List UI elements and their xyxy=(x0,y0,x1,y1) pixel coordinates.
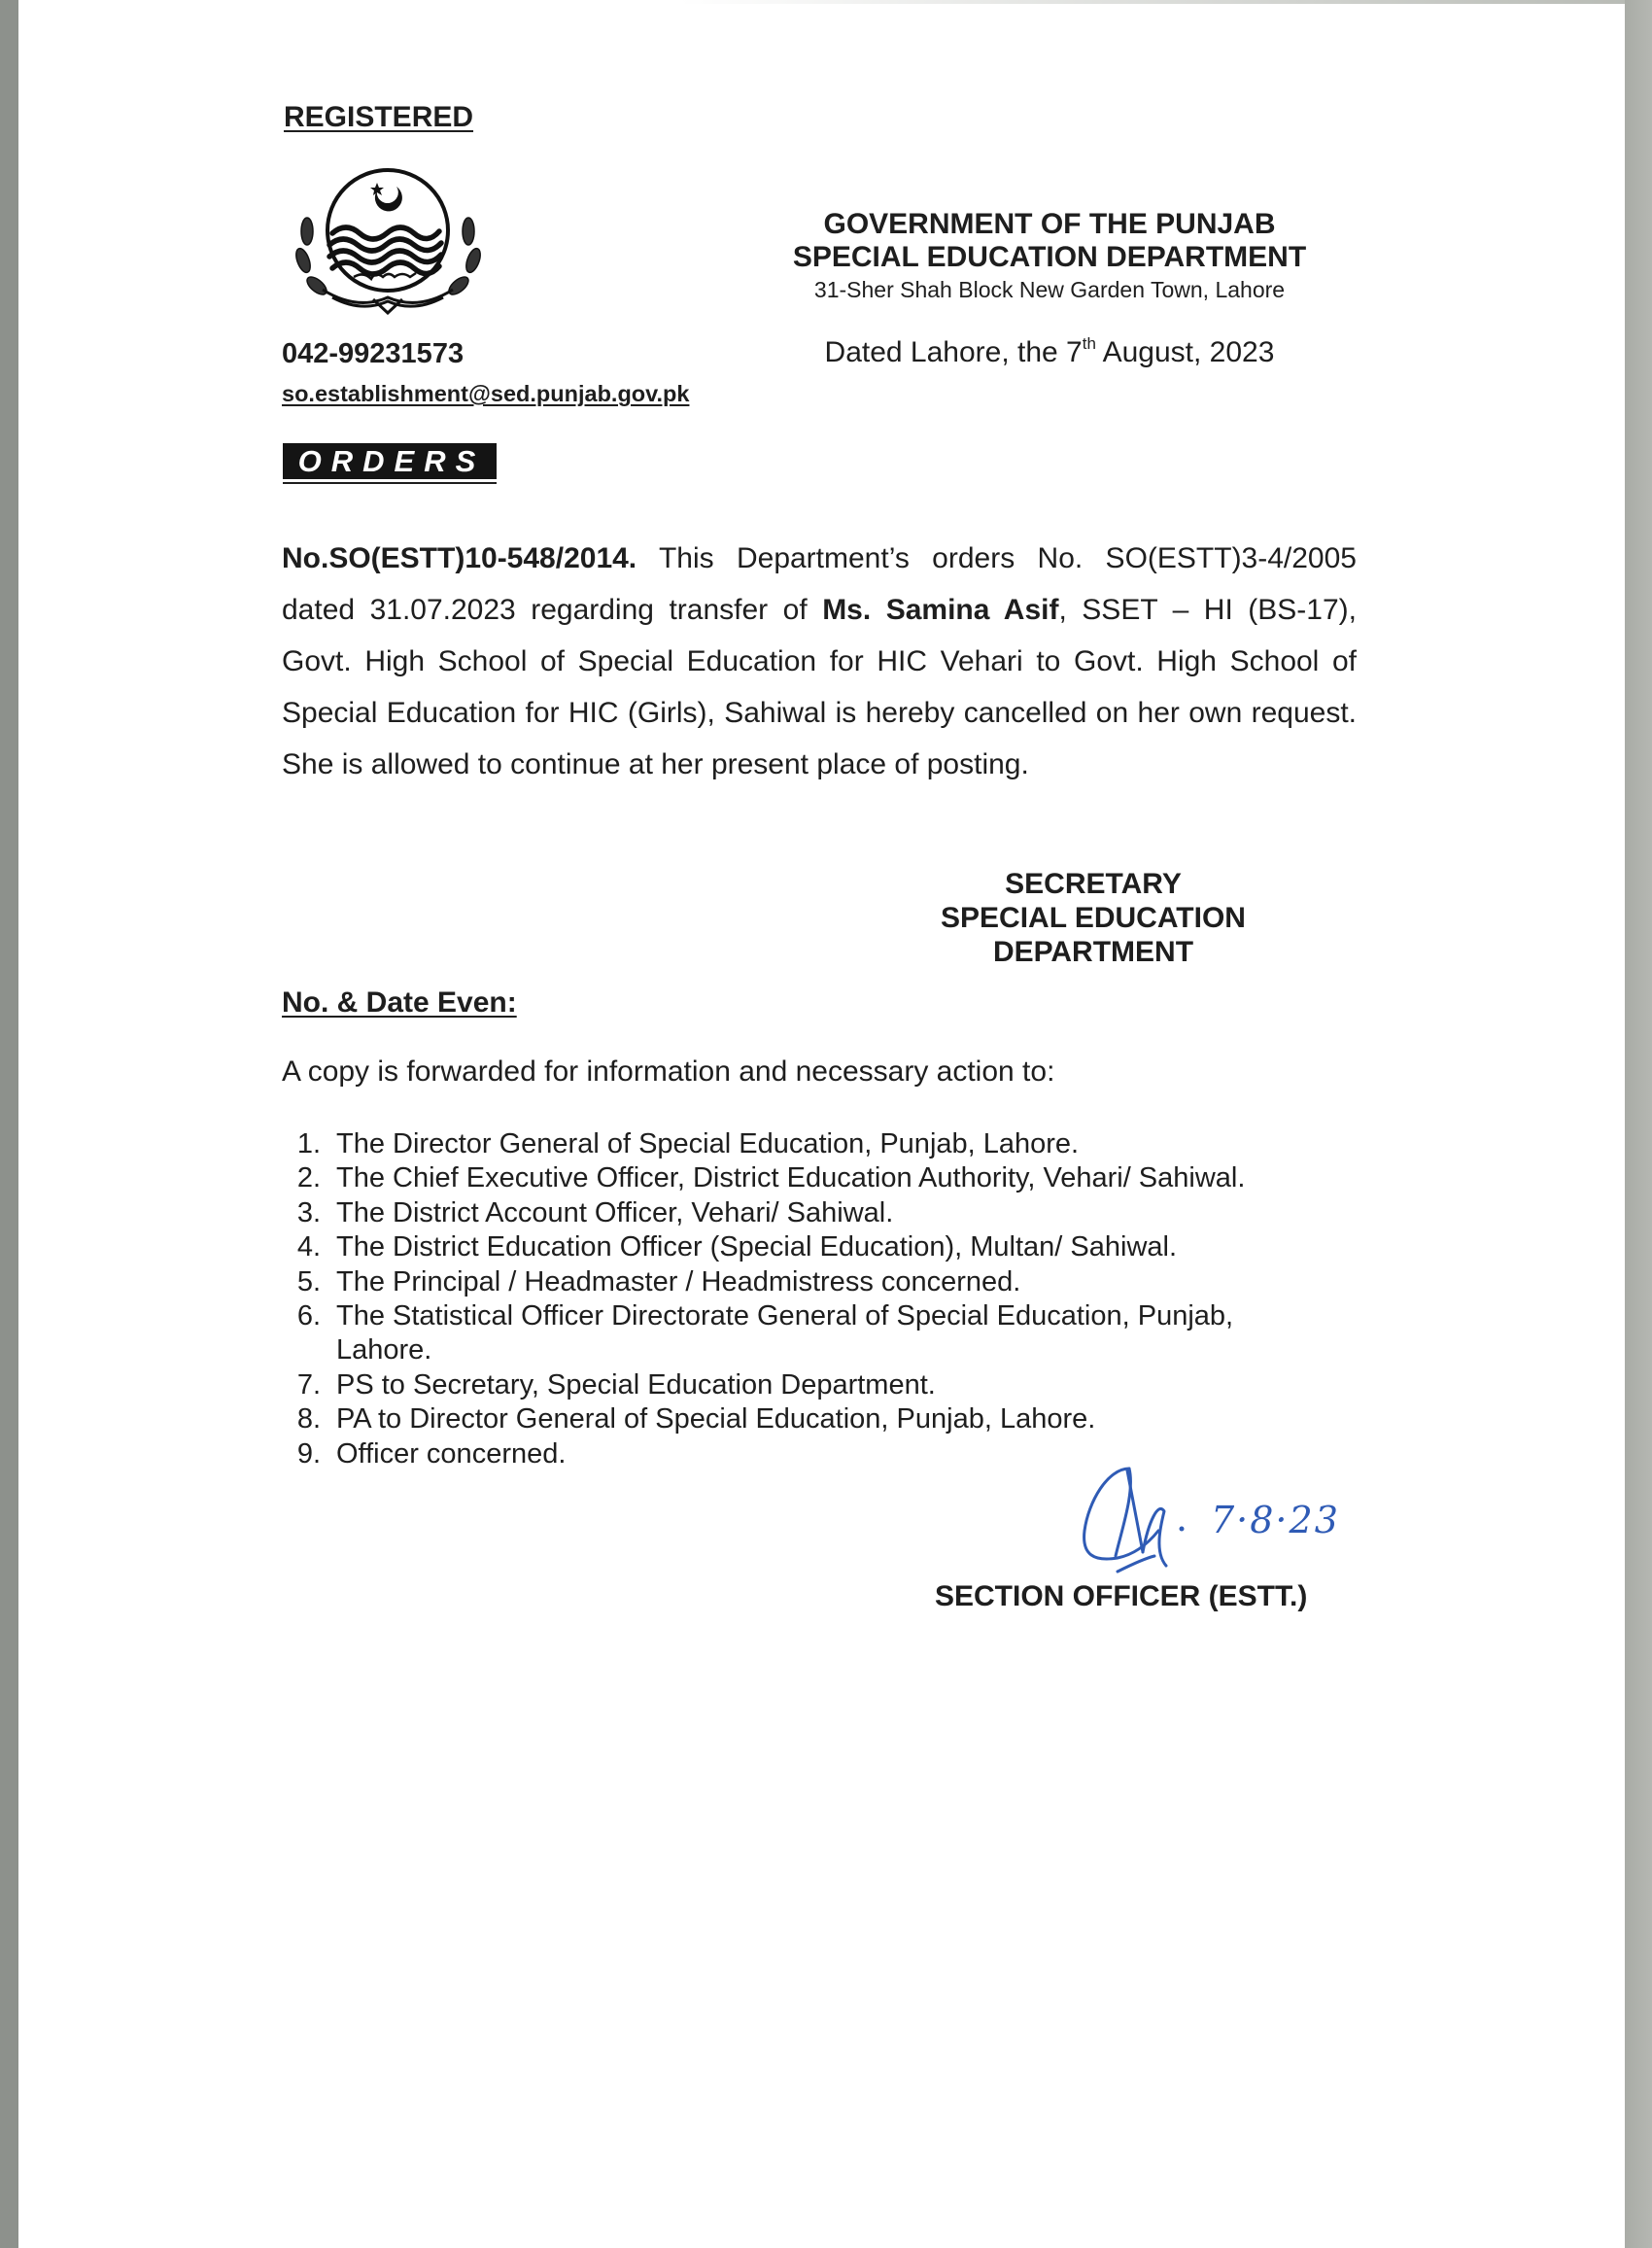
date-suffix: August, 2023 xyxy=(1095,336,1275,368)
list-item-text: PA to Director General of Special Education, Punjab, Lahore. xyxy=(336,1403,1096,1435)
order-text-1: This Department’s orders No. SO(ESTT)3-4/2005 dated 31.07.2023 regarding transfer of xyxy=(282,542,1357,626)
list-item-text: The Principal / Headmaster / Headmistress concerned. xyxy=(336,1265,1021,1297)
government-title: GOVERNMENT OF THE PUNJAB xyxy=(823,208,1276,240)
order-reference: No.SO(ESTT)10-548/2014. xyxy=(282,542,637,574)
list-item xyxy=(282,1196,1370,1230)
signature-date: 7·8·23 xyxy=(1211,1499,1340,1541)
list-item-text: Officer concerned. xyxy=(336,1437,567,1470)
list-item-number: 9. xyxy=(296,1437,321,1470)
scan-edge-top xyxy=(680,0,1625,4)
signatory-title: SECRETARY xyxy=(1005,868,1182,900)
list-item xyxy=(282,1368,1370,1402)
orders-label: ORDERS xyxy=(297,444,486,478)
list-item xyxy=(282,1230,1370,1264)
scan-edge-right xyxy=(1625,0,1652,2248)
signatory-department-2: DEPARTMENT xyxy=(992,936,1194,968)
phone-number: 042-99231573 xyxy=(282,338,465,369)
document-date xyxy=(768,336,1331,369)
punjab-government-logo xyxy=(293,163,488,315)
list-item xyxy=(282,1161,1370,1195)
ribbon-icon xyxy=(323,290,453,313)
list-item-number: 3. xyxy=(296,1196,321,1228)
urdu-inscription xyxy=(354,273,416,279)
list-item-number: 5. xyxy=(296,1265,321,1297)
department-address: 31-Sher Shah Block New Garden Town, Lahore xyxy=(813,277,1286,302)
star-icon xyxy=(370,183,384,195)
list-item-number: 4. xyxy=(296,1231,321,1263)
section-officer-title: SECTION OFFICER (ESTT.) xyxy=(935,1580,1308,1612)
scan-edge-left xyxy=(0,0,18,2248)
orders-heading xyxy=(283,443,497,479)
list-item-text: PS to Secretary, Special Education Department. xyxy=(336,1368,936,1401)
list-item-number: 1. xyxy=(296,1128,321,1159)
distribution-list xyxy=(282,1127,1370,1471)
date-ordinal: th xyxy=(1082,334,1096,353)
list-item-text: The District Account Officer, Vehari/ Sahiwal. xyxy=(336,1196,894,1228)
department-title: SPECIAL EDUCATION DEPARTMENT xyxy=(792,241,1307,273)
order-paragraph xyxy=(282,533,1357,790)
list-item-number: 2. xyxy=(296,1162,321,1194)
list-item-text: The Director General of Special Education, Punjab, Lahore. xyxy=(336,1128,1080,1159)
orders-underline xyxy=(283,482,497,484)
list-item-text: The Chief Executive Officer, District Education Authority, Vehari/ Sahiwal. xyxy=(336,1162,1246,1194)
list-item xyxy=(282,1265,1370,1299)
copy-intro: A copy is forwarded for information and necessary action to: xyxy=(282,1055,1055,1088)
list-item xyxy=(282,1299,1370,1368)
waves-icon xyxy=(329,227,441,274)
copy-heading: No. & Date Even: xyxy=(282,986,517,1019)
order-text-2: , SSET – HI (BS-17), Govt. High School of Special Education for HIC Vehari to Govt. High School of Special Education for HIC (Girls), Sahiwal is hereby cancelled on her own request. She is allowed to continue at her present place of posting. xyxy=(282,594,1357,780)
date-prefix: Dated Lahore, the 7 xyxy=(824,336,1083,368)
list-item xyxy=(282,1127,1370,1161)
employee-name: Ms. Samina Asif xyxy=(822,594,1059,626)
registered-label: REGISTERED xyxy=(284,101,474,133)
list-item-number: 6. xyxy=(296,1300,321,1332)
list-item-text: The District Education Officer (Special Education), Multan/ Sahiwal. xyxy=(336,1231,1178,1263)
list-item-number: 7. xyxy=(296,1368,321,1401)
signatory-department: SPECIAL EDUCATION xyxy=(941,902,1246,934)
list-item xyxy=(282,1402,1370,1436)
email-link[interactable]: so.establishment@sed.punjab.gov.pk xyxy=(282,381,690,406)
list-item-text: The Statistical Officer Directorate General of Special Education, Punjab, Lahore. xyxy=(336,1300,1234,1366)
list-item-number: 8. xyxy=(296,1403,321,1435)
